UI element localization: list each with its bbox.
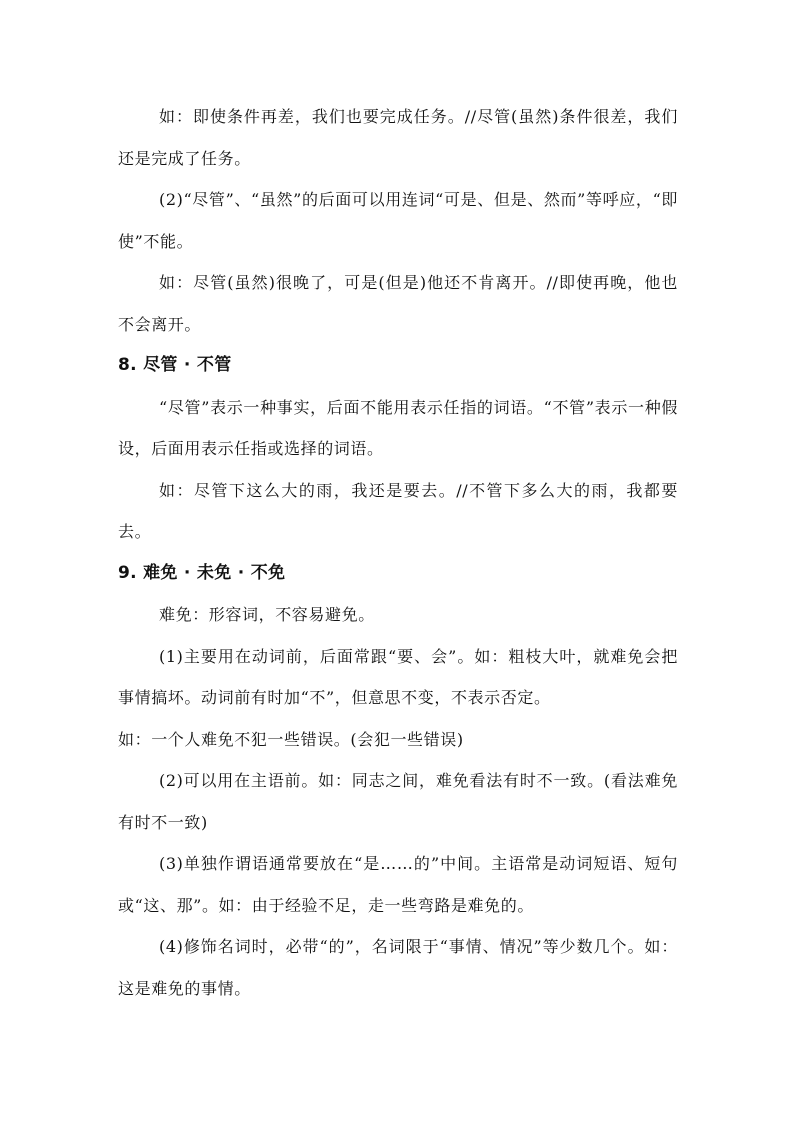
- paragraph-jinguan-buguan-example: 如：尽管下这么大的雨，我还是要去。//不管下多么大的雨，我都要去。: [118, 480, 678, 541]
- paragraph-example-wan-likai: 如：尽管(虽然)很晚了，可是(但是)他还不肯离开。//即使再晚，他也不会离开。: [118, 273, 678, 334]
- paragraph-nanmian-rule-3: (3)单独作谓语通常要放在“是……的”中间。主语常是动词短语、短句或“这、那”。如：由于经验不足，走一些弯路是难免的。: [118, 854, 678, 915]
- paragraph-jinguan-buguan-definition: “尽管”表示一种事实，后面不能用表示任指的词语。“不管”表示一种假设，后面用表示任指或选择的词语。: [118, 397, 678, 458]
- paragraph-nanmian-definition: 难免：形容词，不容易避免。: [159, 605, 375, 624]
- paragraph-nanmian-rule-1: (1)主要用在动词前，后面常跟“要、会”。如：粗枝大叶，就难免会把事情搞坏。动词前有时加“不”，但意思不变，不表示否定。: [118, 646, 678, 707]
- paragraph-example-jishi-jinguan: 如：即使条件再差，我们也要完成任务。//尽管(虽然)条件很差，我们还是完成了任务。: [118, 107, 678, 168]
- paragraph-nanmian-rule-1-example: 如：一个人难免不犯一些错误。(会犯一些错误): [118, 729, 464, 749]
- document-body: [118, 96, 678, 1009]
- paragraph-rule-2-lianci-huying: (2)“尽管”、“虽然”的后面可以用连词“可是、但是、然而”等呼应，“即使”不能。: [118, 190, 678, 251]
- paragraph-nanmian-rule-4: (4)修饰名词时，必带“的”，名词限于“事情、情况”等少数几个。如：这是难免的事情。: [118, 937, 678, 998]
- section-heading-9: 9. 难免 · 未免 · 不免: [118, 562, 286, 583]
- section-heading-8: 8. 尽管 · 不管: [118, 355, 232, 375]
- paragraph-nanmian-rule-2: (2)可以用在主语前。如：同志之间，难免看法有时不一致。(看法难免有时不一致): [118, 771, 678, 832]
